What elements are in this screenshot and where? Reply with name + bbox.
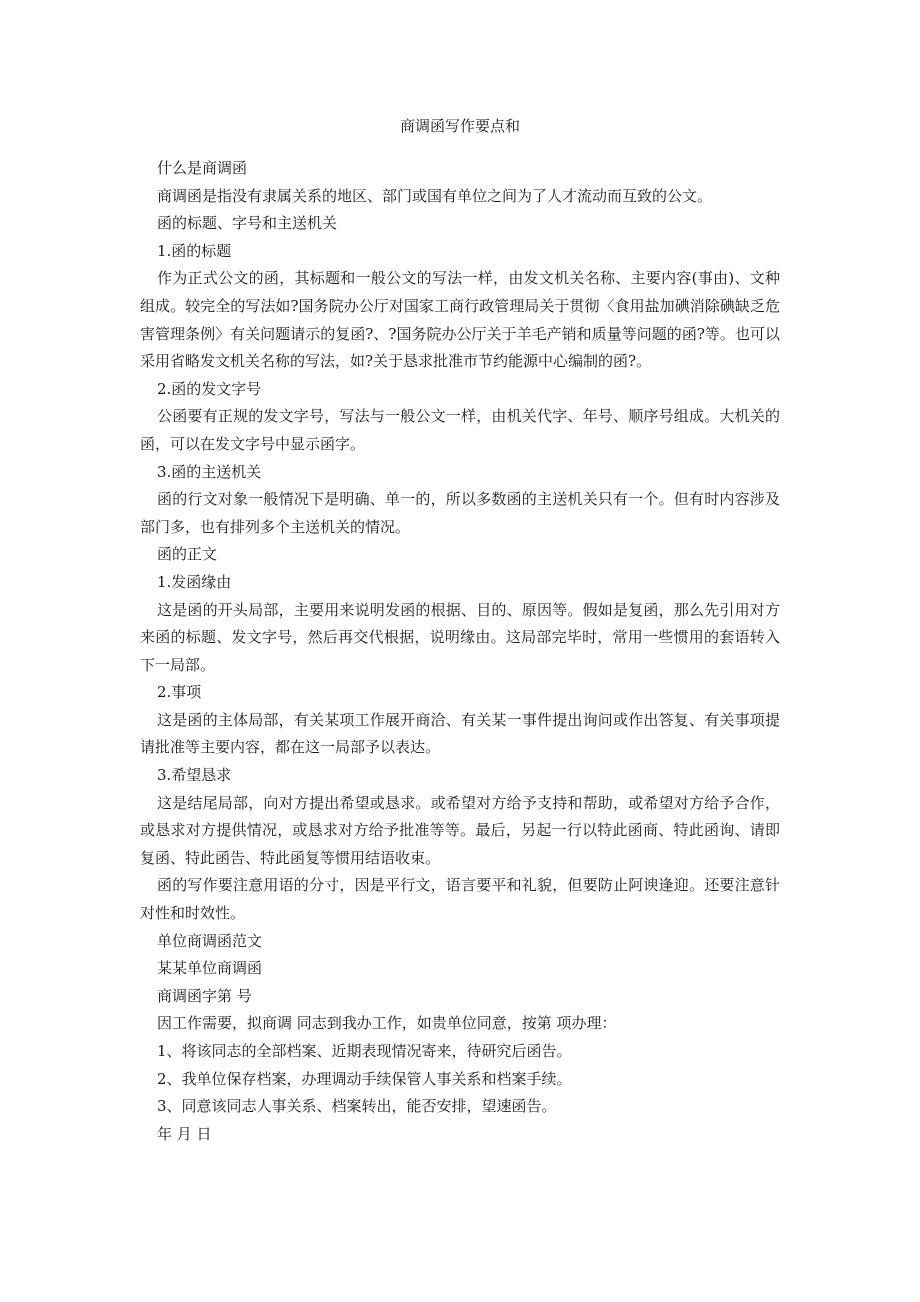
paragraph: 公函要有正规的发文字号，写法与一般公文一样，由机关代字、年号、顺序号组成。大机关的函，可以在发文字号中显示函字。	[140, 407, 780, 453]
subsection-heading: 1.发函缘由	[157, 572, 232, 591]
document-body	[140, 155, 780, 1148]
subsection-heading: 2.事项	[157, 683, 202, 702]
document-title: 商调函写作要点和	[399, 117, 520, 135]
subsection-heading: 3.函的主送机关	[157, 462, 262, 481]
paragraph: 商调函是指没有隶属关系的地区、部门或国有单位之间为了人才流动而互致的公文。	[157, 186, 713, 205]
letter-option: 1、将该同志的全部档案、近期表现情况寄来，待研究后函告。	[157, 1042, 572, 1060]
paragraph: 这是结尾局部，向对方提出希望或恳求。或希望对方给予支持和帮助，或希望对方给予合作，或恳求对方提供情况，或恳求对方给予批准等等。最后，另起一行以特此函商、特此函询、请即复函、特此函告、特此函复等惯用结语收束。	[140, 793, 780, 867]
section-heading: 单位商调函范文	[157, 931, 263, 950]
letter-option: 2、我单位保存档案，办理调动手续保管人事关系和档案手续。	[157, 1069, 572, 1088]
letter-body: 因工作需要，拟商调 同志到我办工作，如贵单位同意，按第 项办理：	[157, 1014, 617, 1033]
section-heading: 什么是商调函	[157, 159, 248, 177]
paragraph: 这是函的主体局部，有关某项工作展开商洽、有关某一事件提出询问或作出答复、有关事项提请批准等主要内容，都在这一局部予以表达。	[140, 710, 780, 757]
paragraph: 函的写作要注意用语的分寸，因是平行文，语言要平和礼貌，但要防止阿谀逢迎。还要注意针对性和时效性。	[140, 876, 780, 923]
section-heading: 函的标题、字号和主送机关	[157, 214, 338, 233]
paragraph: 作为正式公文的函，其标题和一般公文的写法一样，由发文机关名称、主要内容(事由)、文种组成。较完全的写法如?国务院办公厅对国家工商行政管理局关于贯彻〈食用盐加碘消除碘缺乏危害管理条例〉有关问题请示的复函?、?国务院办公厅关于羊毛产销和质量等问题的函?等。也可以采用省略发文机关名称的写法，如?关于恳求批准市节约能源中心编制的函?。	[140, 269, 780, 371]
subsection-heading: 2.函的发文字号	[157, 379, 262, 398]
paragraph: 函的行文对象一般情况下是明确、单一的，所以多数函的主送机关只有一个。但有时内容涉及部门多，也有排列多个主送机关的情况。	[140, 490, 780, 536]
subsection-heading: 3.希望恳求	[157, 766, 232, 785]
section-heading: 函的正文	[157, 545, 218, 564]
letter-reference-number: 商调函字第 号	[157, 986, 252, 1005]
subsection-heading: 1.函的标题	[157, 241, 232, 260]
letter-title: 某某单位商调函	[157, 959, 263, 978]
paragraph: 这是函的开头局部，主要用来说明发函的根据、目的、原因等。假如是复函，那么先引用对方来函的标题、发文字号，然后再交代根据，说明缘由。这局部完毕时，常用一些惯用的套语转入下一局部。	[140, 600, 780, 674]
letter-date: 年 月 日	[157, 1124, 212, 1143]
letter-option: 3、同意该同志人事关系、档案转出，能否安排，望速函告。	[157, 1097, 557, 1116]
